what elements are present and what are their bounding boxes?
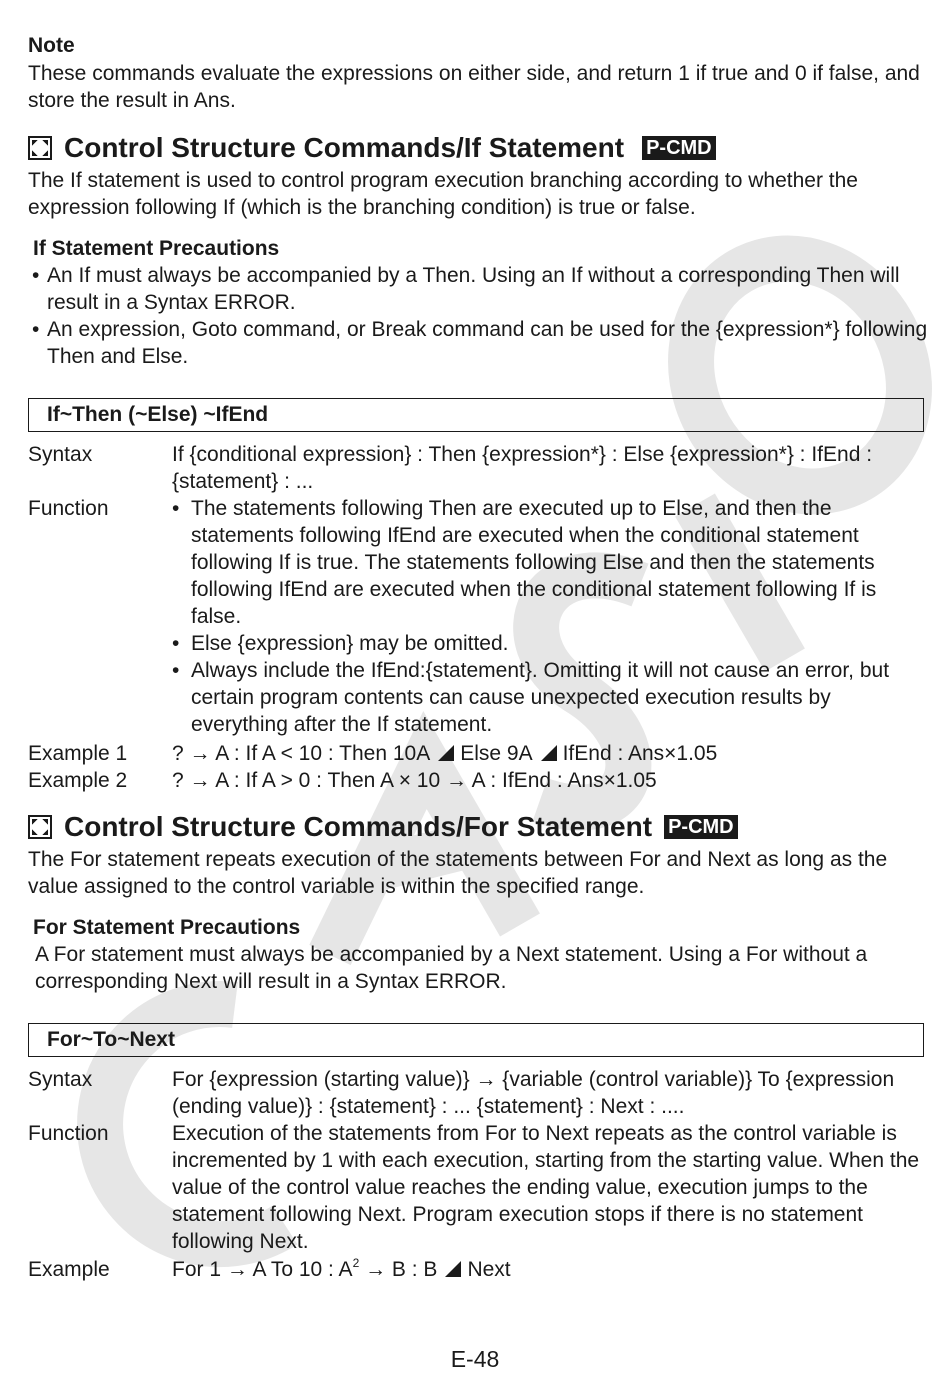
if-example2: ? → A : If A > 0 : Then A × 10 → A : IfEnd : Ans×1.05 (172, 769, 657, 792)
if-syntax-text: If {conditional expression} : Then {expression*} : Else {expression*} : IfEnd : {statement} : ... (172, 443, 873, 493)
display-triangle-icon (445, 1261, 461, 1277)
display-triangle-icon (541, 745, 557, 761)
example1-part: Else 9A (460, 742, 533, 765)
list-item: • An expression, Goto command, or Break command can be used for the {expression*} following Then and Else. (32, 316, 932, 370)
section-marker-icon (28, 136, 52, 160)
section-marker-icon (28, 815, 52, 839)
for-precautions-text: A For statement must always be accompanied by a Next statement. Using a For without a corresponding Next will result in a Syntax ERROR. (35, 943, 868, 993)
example1-part: IfEnd : Ans×1.05 (562, 742, 718, 765)
if-section-heading (28, 131, 716, 165)
if-heading-text: Control Structure Commands/If Statement (64, 132, 625, 163)
p-cmd-badge: P-CMD (642, 136, 716, 160)
note-title: Note (28, 34, 75, 57)
if-intro: The If statement is used to control program execution branching according to whether the expression following If (which is the branching condition) is true or false. (28, 169, 858, 219)
list-item: • Else {expression} may be omitted. (172, 630, 924, 657)
list-item: • Always include the IfEnd:{statement}. Omitting it will not cause an error, but certain program contents can cause unexpected execution results by everything after the If statement. (172, 657, 924, 738)
for-syntax-label: Syntax (28, 1068, 93, 1091)
if-example1-label: Example 1 (28, 742, 128, 765)
for-section-heading (28, 810, 738, 844)
for-intro: The For statement repeats execution of the statements between For and Next as long as the value assigned to the control variable is within the specified range. (28, 848, 888, 898)
if-function-label: Function (28, 497, 109, 520)
example1-part: ? → A : If A < 10 : Then 10A (172, 742, 431, 765)
for-precautions-title: For Statement Precautions (33, 916, 301, 939)
superscript: 2 (352, 1256, 360, 1270)
for-function-text: Execution of the statements from For to Next repeats as the control variable is incremented by 1 with each execution, starting from the starting value. When the value of the control value reaches the ending value, execution jumps to the statement following Next. Program execution stops if there is no statement following Next. (172, 1122, 920, 1253)
if-example2-label: Example 2 (28, 769, 128, 792)
if-precautions-title: If Statement Precautions (33, 237, 280, 260)
for-example-label: Example (28, 1258, 110, 1281)
note-text: These commands evaluate the expressions on either side, and return 1 if true and 0 if false, and store the result in Ans. (28, 62, 920, 112)
list-item: • An If must always be accompanied by a Then. Using an If without a corresponding Then will result in a Syntax ERROR. (32, 262, 932, 316)
for-command-box: For~To~Next (28, 1023, 924, 1057)
if-command-box: If~Then (~Else) ~IfEnd (28, 398, 924, 432)
for-example (172, 1256, 924, 1283)
if-example1 (172, 740, 924, 767)
for-syntax-text: For {expression (starting value)} → {variable (control variable)} To {expression (ending value)} : {statement} : ... {statement} : Next : .... (172, 1068, 895, 1118)
if-precautions-list (32, 262, 932, 370)
if-syntax-label: Syntax (28, 443, 93, 466)
display-triangle-icon (438, 745, 454, 761)
for-heading-text: Control Structure Commands/For Statement (64, 811, 653, 842)
p-cmd-badge: P-CMD (664, 815, 738, 839)
if-function-list (172, 495, 924, 738)
page-number: E-48 (450, 1346, 500, 1372)
for-function-label: Function (28, 1122, 109, 1145)
example-part: → B : B (359, 1258, 438, 1281)
list-item: • The statements following Then are executed up to Else, and then the statements following IfEnd are executed when the conditional statement following If is true. The statements following Else and then the statements following IfEnd are executed when the conditional statement following If is false. (172, 495, 924, 630)
example-part: For 1 → A To 10 : A (172, 1258, 353, 1281)
example-part: Next (467, 1258, 511, 1281)
